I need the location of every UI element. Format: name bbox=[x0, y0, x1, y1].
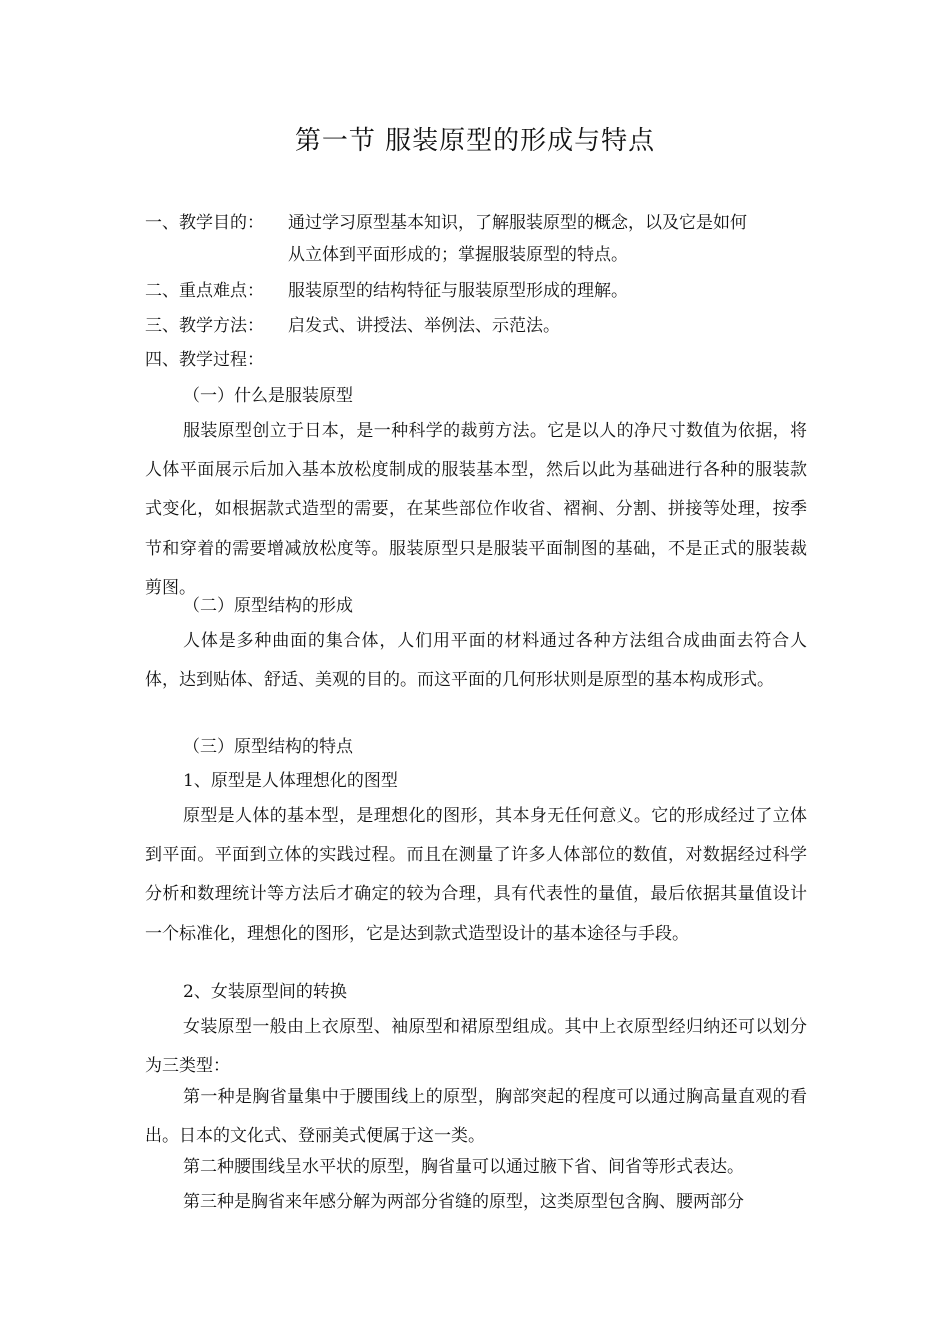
objectives-line-1: 通过学习原型基本知识，了解服装原型的概念，以及它是如何 bbox=[288, 213, 747, 233]
methods-label: 三、教学方法： bbox=[145, 316, 264, 336]
item1-heading: 1、原型是人体理想化的图型 bbox=[183, 771, 398, 791]
process-label: 四、教学过程： bbox=[145, 350, 264, 370]
process-row bbox=[145, 342, 815, 378]
item2-paragraph-3: 第二种腰围线呈水平状的原型，胸省量可以通过腋下省、间省等形式表达。 bbox=[183, 1157, 744, 1177]
section2-paragraph: 人体是多种曲面的集合体，人们用平面的材料通过各种方法组合成曲面去符合人体，达到贴体、舒适、美观的目的。而这平面的几何形状则是原型的基本构成形式。 bbox=[145, 631, 807, 691]
item2-heading: 2、女装原型间的转换 bbox=[183, 982, 347, 1002]
objectives-label: 一、教学目的： bbox=[145, 213, 264, 233]
methods-text: 启发式、讲授法、举例法、示范法。 bbox=[288, 316, 560, 336]
section1-heading: （一）什么是服装原型 bbox=[183, 386, 353, 406]
item2-paragraph-4: 第三种是胸省来年感分解为两部分省缝的原型，这类原型包含胸、腰两部分 bbox=[183, 1192, 744, 1212]
objectives-line-2: 从立体到平面形成的；掌握服装原型的特点。 bbox=[288, 245, 628, 265]
section2-heading: （二）原型结构的形成 bbox=[183, 596, 353, 616]
item1-paragraph: 原型是人体的基本型，是理想化的图形，其本身无任何意义。它的形成经过了立体到平面。平面到立体的实践过程。而且在测量了许多人体部位的数值，对数据经过科学分析和数理统计等方法后才确定的较为合理，具有代表性的量值，最后依据其量值设计一个标准化，理想化的图形，它是达到款式造型设计的基本途径与手段。 bbox=[145, 806, 807, 944]
section3-heading: （三）原型结构的特点 bbox=[183, 737, 353, 757]
item2-paragraph-2: 第一种是胸省量集中于腰围线上的原型，胸部突起的程度可以通过胸高量直观的看出。日本的文化式、登丽美式便属于这一类。 bbox=[145, 1087, 807, 1147]
section1-paragraph: 服装原型创立于日本，是一种科学的裁剪方法。它是以人的净尺寸数值为依据，将人体平面展示后加入基本放松度制成的服装基本型，然后以此为基础进行各种的服装款式变化，如根据款式造型的需要，在某些部位作收省、褶裥、分割、拼接等处理，按季节和穿着的需要增减放松度等。服装原型只是服装平面制图的基础，不是正式的服装裁剪图。 bbox=[145, 421, 807, 598]
page-title: 第一节 服装原型的形成与特点 bbox=[294, 126, 656, 157]
item2-paragraph-1: 女装原型一般由上衣原型、袖原型和裙原型组成。其中上衣原型经归纳还可以划分为三类型： bbox=[145, 1017, 807, 1077]
difficulty-text: 服装原型的结构特征与服装原型形成的理解。 bbox=[288, 281, 628, 301]
difficulty-label: 二、重点难点： bbox=[145, 281, 264, 301]
